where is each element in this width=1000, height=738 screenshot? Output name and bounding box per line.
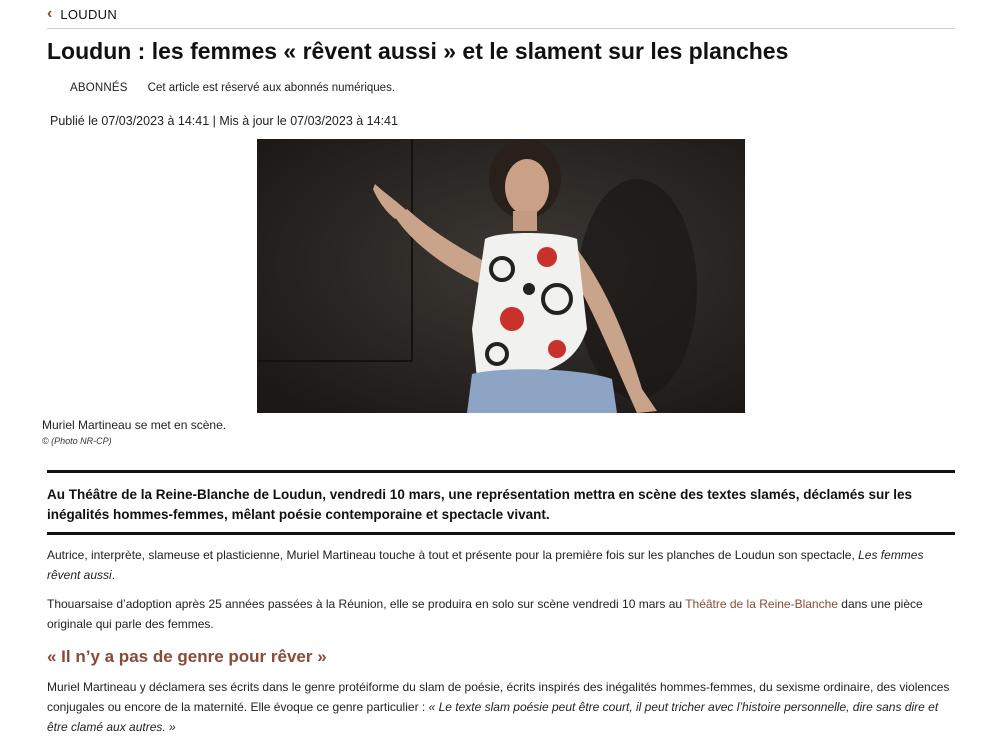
premium-note: Cet article est réservé aux abonnés numériques. [147, 82, 396, 94]
section-subheading: « Il n’y a pas de genre pour rêver » [47, 647, 327, 666]
premium-badge: ABONNÉS [70, 82, 128, 94]
photo-caption: Muriel Martineau se met en scène. [42, 418, 227, 432]
paragraph [47, 545, 955, 585]
paragraph-text: Autrice, interprète, slameuse et plasticienne, Muriel Martineau touche à tout et présente pour la première fois sur les planches de Loudun son spectacle, [47, 548, 859, 562]
premium-notice [70, 82, 395, 94]
theatre-link[interactable]: Théâtre de la Reine-Blanche [685, 597, 838, 611]
paragraph-italic: Les femmes rêvent aussi [47, 548, 924, 582]
article-lead [47, 470, 955, 535]
lead-text: Au Théâtre de la Reine-Blanche de Loudun, vendredi 10 mars, une représentation mettra en scène des textes slamés, déclamés sur les inégalités hommes-femmes, mêlant poésie contemporaine et spectacle vivant. [47, 487, 913, 522]
paragraph-end: dans une pièce originale qui parle des femmes. [47, 597, 923, 631]
paragraph-end: . [111, 568, 116, 582]
paragraph-text: Muriel Martineau y déclamera ses écrits dans le genre protéiforme du slam de poésie, écrits inspirés des inégalités hommes-femmes, du sexisme ordinaire, des violences conjugales ou encore de la maternité. Elle évoque ce genre particulier : [47, 680, 950, 714]
article-photo [257, 139, 745, 413]
breadcrumb [47, 0, 955, 29]
chevron-left-icon[interactable]: ‹ [47, 5, 53, 22]
article-title: Loudun : les femmes « rêvent aussi » et le slament sur les planches [47, 38, 789, 64]
publication-dates: Publié le 07/03/2023 à 14:41 | Mis à jour le 07/03/2023 à 14:41 [50, 114, 398, 128]
photo-credit: © (Photo NR-CP) [42, 436, 112, 446]
paragraph-quote: « Le texte slam poésie peut être court, il peut tricher avec l’histoire personnelle, dire sans dire et être clamé aux autres. » [47, 700, 939, 734]
breadcrumb-section-link[interactable]: LOUDUN [60, 6, 118, 22]
paragraph [47, 594, 955, 634]
paragraph [47, 677, 955, 737]
photo-illustration [257, 139, 745, 413]
paragraph-text: Thouarsaise d’adoption après 25 années passées à la Réunion, elle se produira en solo sur scène vendredi 10 mars au [47, 597, 686, 611]
